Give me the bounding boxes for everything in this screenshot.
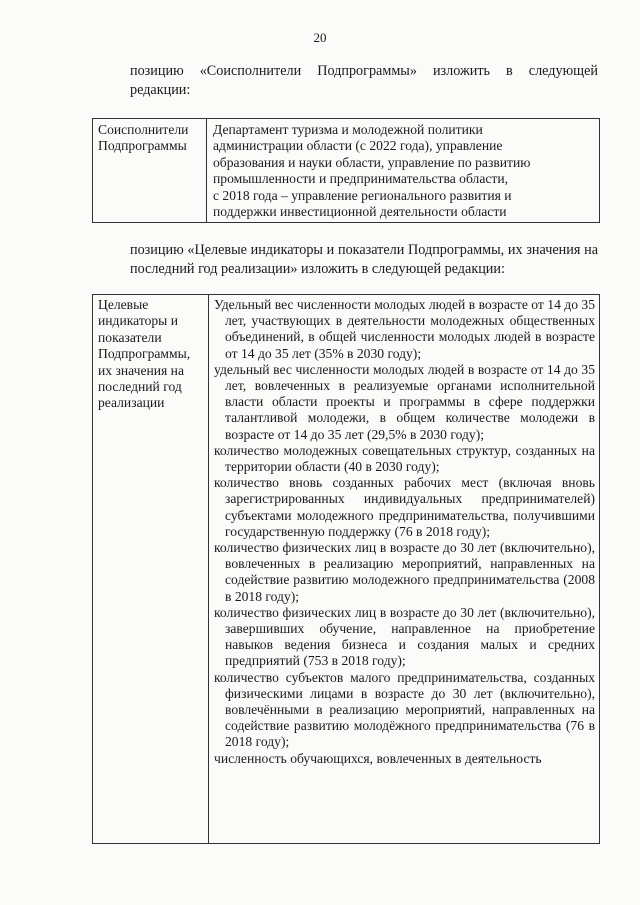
paragraph-text: позицию «Целевые индикаторы и показатели Подпрограммы, их значения на последний год реализации» изложить в следующей редакции: xyxy=(130,242,598,277)
target-indicators-table xyxy=(92,294,600,844)
page-number: 20 xyxy=(313,30,327,45)
indicator-item: количество субъектов малого предпринимательства, созданных физическими лицами в возрасте до 30 лет (включительно), вовлечёнными в реализацию мероприятий, направленных на содействие развитию молодёжного предпринимательства (76 в 2018 году); xyxy=(214,669,595,750)
row-content xyxy=(207,119,600,223)
indicator-item: количество вновь созданных рабочих мест (включая вновь зарегистрированных индивидуальных предпринимателей) субъектами молодежного предпринимательства, получившими государственную поддержку (76 в 2018 году); xyxy=(214,475,595,539)
indicator-item: Удельный вес численности молодых людей в возрасте от 14 до 35 лет, участвующих в деятельности молодежных общественных объединений, в общей численности молодых людей в возрасте от 14 до 35 лет (35% в 2030 году); xyxy=(214,297,595,361)
content-line: промышленности и предпринимательства области, xyxy=(213,171,509,187)
instruction-paragraph-2 xyxy=(92,241,598,279)
content-line: с 2018 года – управление регионального развития и xyxy=(213,187,512,203)
row-content xyxy=(209,295,600,844)
indicator-item: количество молодежных совещательных структур, созданных на территории области (40 в 2030 году); xyxy=(214,442,595,475)
table-row xyxy=(93,119,600,223)
content-line: Департамент туризма и молодежной политики xyxy=(213,122,483,137)
row-label: Целевые индикаторы и показатели Подпрограммы, их значения на последний год реализации xyxy=(93,295,209,844)
content-line: администрации области (с 2022 года), управление xyxy=(213,138,503,154)
instruction-paragraph-1 xyxy=(92,62,598,100)
indicator-item: численность обучающихся, вовлеченных в деятельность xyxy=(214,750,542,766)
row-label: Соисполнители Подпрограммы xyxy=(93,119,207,223)
content-line: поддержки инвестиционной деятельности области xyxy=(213,204,507,220)
content-line: образования и науки области, управление по развитию xyxy=(213,154,531,170)
indicator-item: количество физических лиц в возрасте до 30 лет (включительно), завершивших обучение, направленное на приобретение навыков ведения бизнеса и создания малых и средних предприятий (753 в 2018 году); xyxy=(214,604,595,669)
table-row xyxy=(93,295,600,844)
co-executors-table xyxy=(92,118,600,223)
indicator-item: удельный вес численности молодых людей в возрасте от 14 до 35 лет, вовлеченных в реализуемые органами исполнительной власти области проекты и программы в сфере поддержки талантливой молодежи, в общем количестве молодежи в возрасте от 14 до 35 лет (29,5% в 2030 году); xyxy=(214,361,595,442)
paragraph-text: позицию «Соисполнители Подпрограммы» изложить в следующей редакции: xyxy=(130,63,598,98)
indicator-item: количество физических лиц в возрасте до 30 лет (включительно), вовлеченных в реализацию мероприятий, направленных на содействие развитию молодежного предпринимательства (2008 в 2018 году); xyxy=(214,540,595,604)
